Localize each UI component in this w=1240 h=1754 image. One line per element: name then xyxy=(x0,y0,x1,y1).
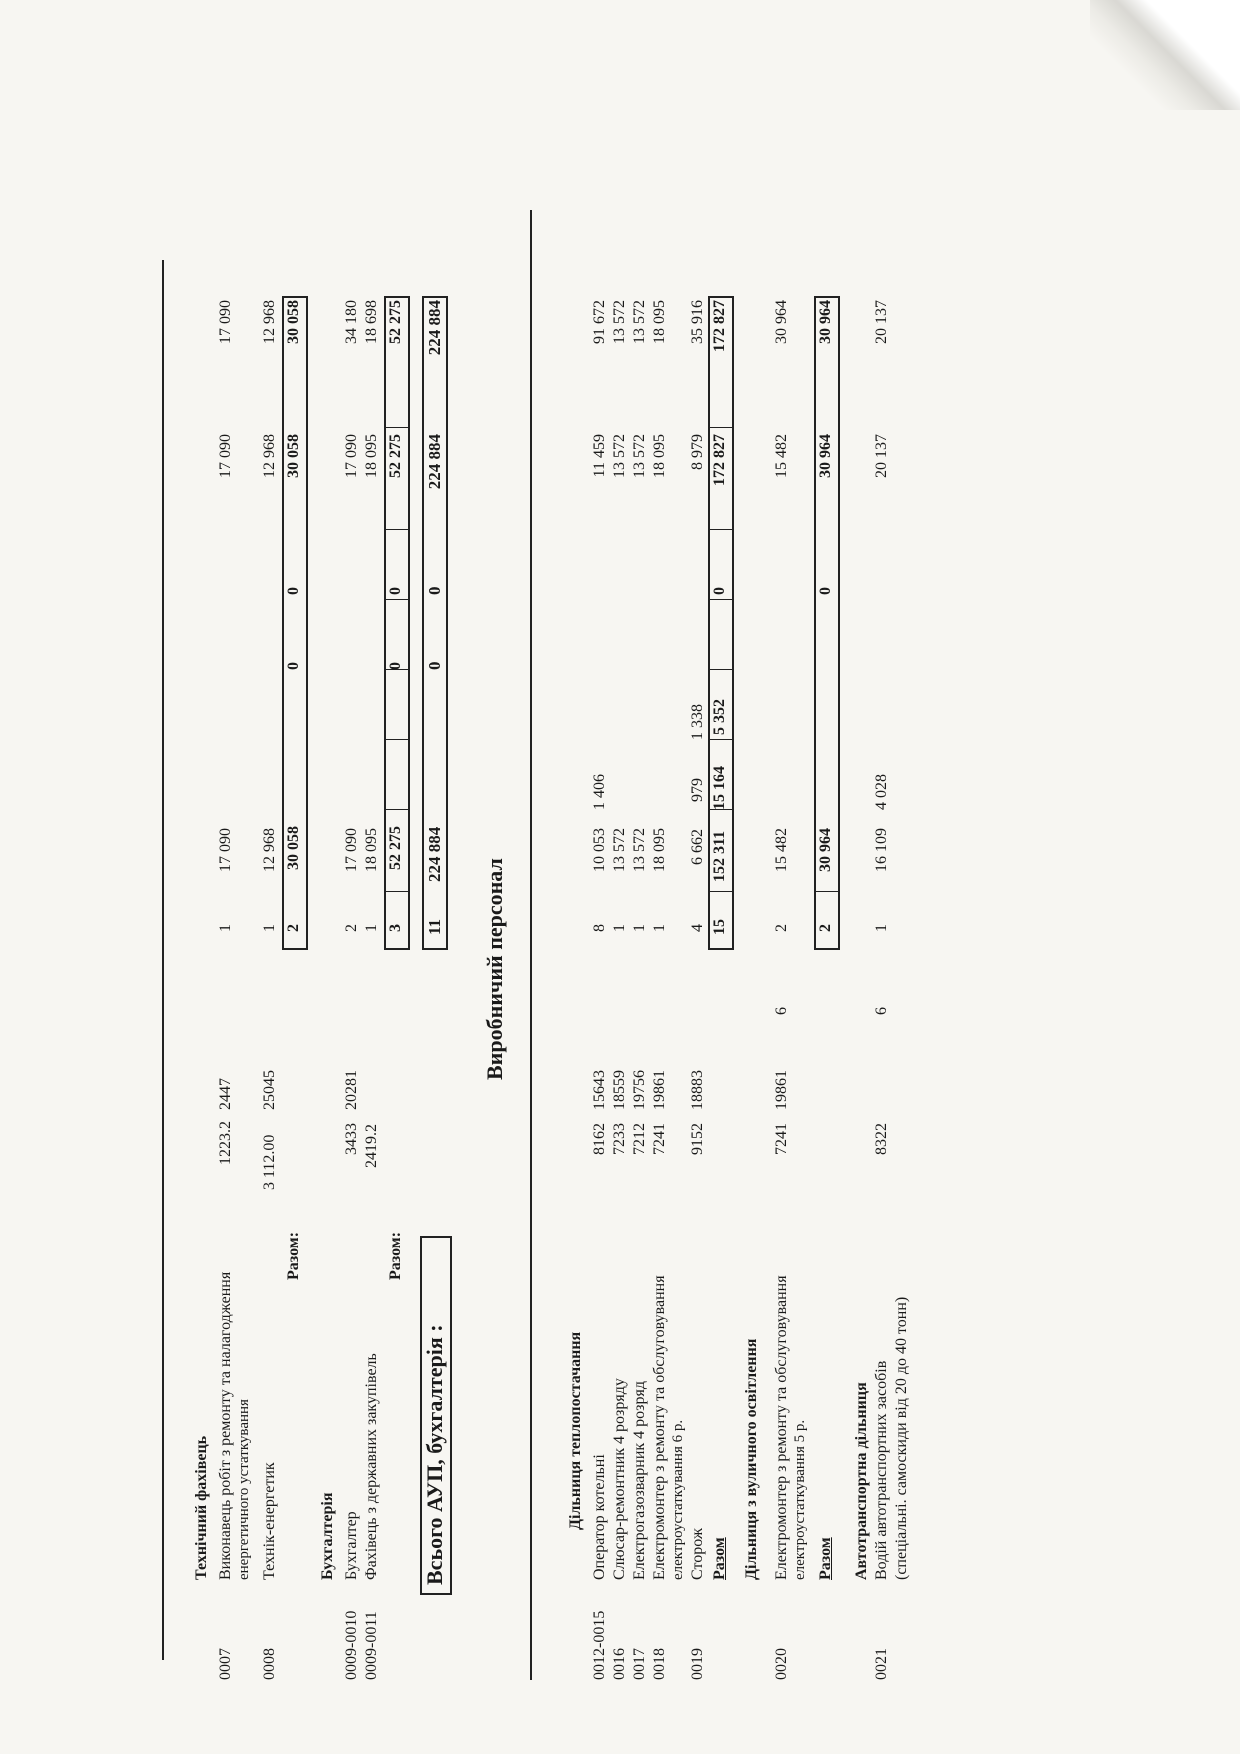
table-row: 0009-0011 Фахівець з державних закупівель 2419.2 1 18 095 18 095 18 698 xyxy=(363,300,380,1680)
section-accounting-heading: Бухгалтерія xyxy=(319,1492,336,1580)
table-row: 0016 Слюсар-ремонтник 4 розряду 7233 18559 1 13 572 13 572 13 572 xyxy=(611,300,628,1680)
table-row: 0017 Електрогазозварник 4 розряд 7212 19756 1 13 572 13 572 13 572 xyxy=(631,300,648,1680)
table-row-continuation: електроустаткування 6 р. xyxy=(670,1419,686,1580)
table-row-continuation: (спеціальні. самоскиди від 20 до 40 тонн) xyxy=(893,1296,910,1580)
rotated-table xyxy=(150,140,1190,1680)
table-row: 0018 Електромонтер з ремонту та обслуговування 7241 19861 1 18 095 18 095 18 095 xyxy=(651,300,668,1680)
top-rule xyxy=(162,260,164,1660)
table-row: 0012-0015 Оператор котельні 8162 15643 8 10 053 1 406 11 459 91 672 xyxy=(591,300,608,1680)
subtotal-row-street: Разом 2 30 964 0 30 964 30 964 xyxy=(814,140,838,1680)
page-title: Виробничий персонал xyxy=(482,858,507,1080)
subtotal-row-accounting: Разом: 3 52 275 0 0 52 275 52 275 xyxy=(384,140,408,1680)
section-street-heading: Дільниця з вуличного освітлення xyxy=(743,1338,760,1580)
table-row: 0009-0010 Бухгалтер 3433 20281 2 17 090 17 090 34 180 xyxy=(343,300,360,1680)
aup-total-row: Всього АУП, бухгалтерія : 11 224 884 0 0 224 884 224 884 xyxy=(420,140,450,1680)
table-row: 0008 Технік-енергетик 3 112.00 25045 1 12 968 12 968 12 968 xyxy=(261,300,278,1680)
table-row: 0021 Водій автотранспортних засобів 8322 6 1 16 109 4 028 20 137 20 137 xyxy=(873,300,890,1680)
table-row: 0020 Електромонтер з ремонту та обслуговування 7241 19861 6 2 15 482 15 482 30 964 xyxy=(773,300,790,1680)
table-row: 0019 Сторож 9152 18883 4 6 662 979 1 338 8 979 35 916 xyxy=(689,300,706,1680)
page-corner-curl xyxy=(1090,0,1240,110)
table-row-continuation: електроустаткування 5 р. xyxy=(792,1419,808,1580)
section-transport-heading: Автотранспортна дільниця xyxy=(853,1382,870,1580)
mid-rule xyxy=(530,210,532,1680)
subtotal-row-technical: Разом: 2 30 058 0 0 30 058 30 058 xyxy=(282,140,306,1680)
subtotal-row-heating: Разом 15 152 311 15 164 5 352 0 172 827 172 827 xyxy=(708,140,732,1680)
section-technical-heading: Технічний фахівець xyxy=(193,1435,210,1580)
section-heating-heading: Дільниця теплопостачання xyxy=(567,1331,584,1530)
table-row-continuation: енергетичного устаткування xyxy=(236,1399,252,1580)
table-row: 0007 Виконавець робіт з ремонту та налагодження 1223.2 2447 1 17 090 17 090 17 090 xyxy=(217,300,234,1680)
